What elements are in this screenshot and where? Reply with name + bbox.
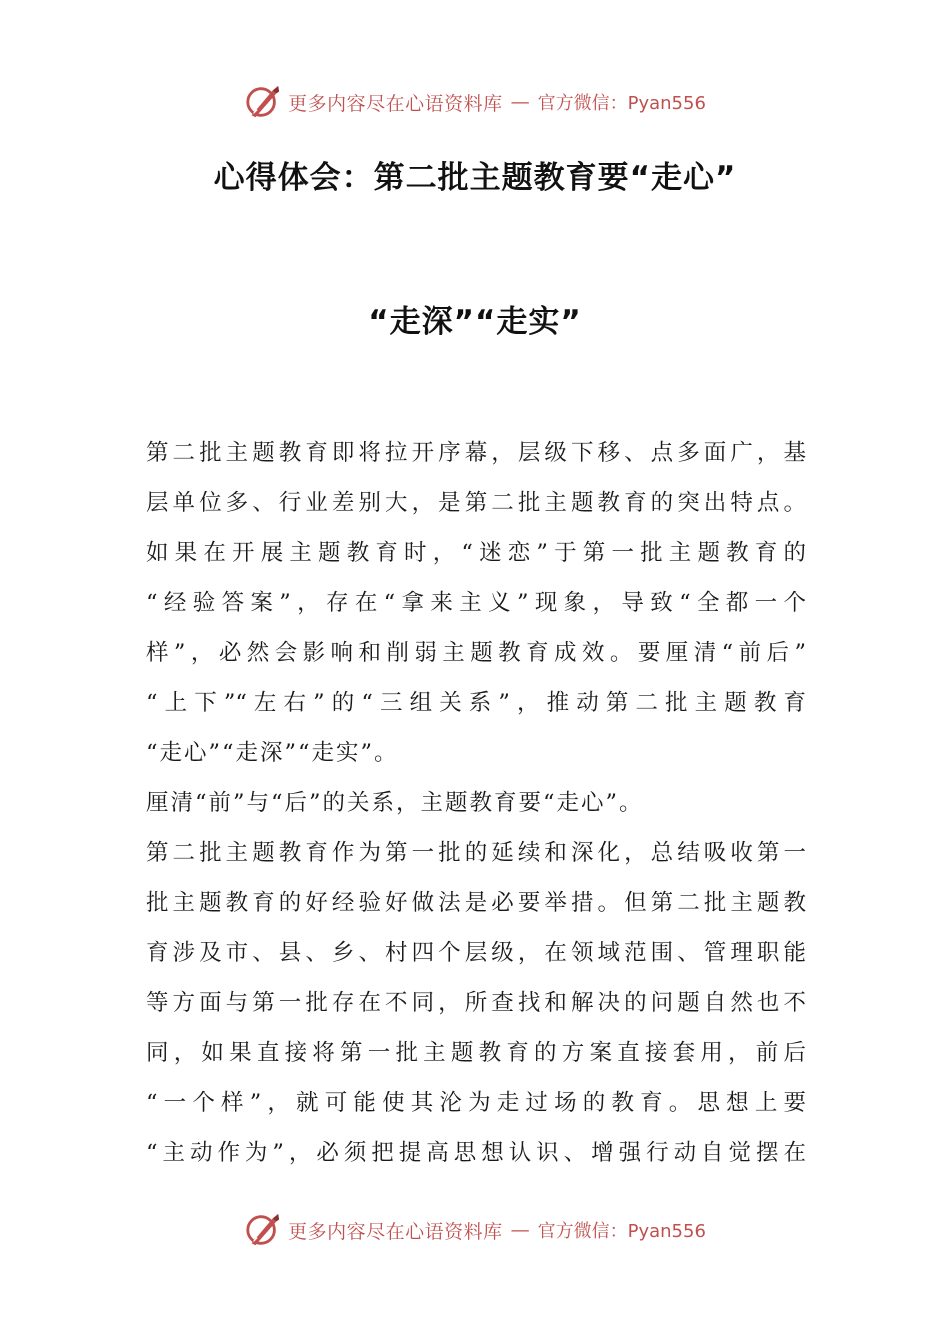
body-line: 育涉及市、县、乡、村四个层级，在领域范围、管理职能 [146, 940, 806, 966]
body-line: 层单位多、行业差别大，是第二批主题教育的突出特点。 [146, 490, 806, 516]
body-line: “上下”“左右”的“三组关系”，推动第二批主题教育 [146, 690, 806, 716]
footer-banner-content [244, 1211, 706, 1249]
banner-text: 更多内容尽在心语资料库 [288, 92, 503, 115]
banner-separator: — [510, 91, 530, 113]
page-title-line-1: 心得体会：第二批主题教育要“走心” [213, 160, 737, 196]
banner-contact: 官方微信：Pyan556 [537, 93, 706, 114]
body-line: “主动作为”，必须把提高思想认识、增强行动自觉摆在 [146, 1140, 806, 1166]
body-line: 样”，必然会影响和削弱主题教育成效。要厘清“前后” [146, 640, 806, 666]
header-banner [0, 80, 950, 124]
quill-pen-logo-icon [244, 1211, 282, 1249]
banner-separator: — [510, 1219, 530, 1241]
footer-banner [0, 1208, 950, 1252]
body-line: 同，如果直接将第一批主题教育的方案直接套用，前后 [146, 1040, 806, 1066]
section-heading: 厘清“前”与“后”的关系，主题教育要“走心”。 [146, 790, 644, 816]
quill-pen-logo-icon [244, 83, 282, 121]
body-line: “走心”“走深”“走实”。 [146, 740, 399, 766]
body-line: 等方面与第一批存在不同，所查找和解决的问题自然也不 [146, 990, 806, 1016]
body-line: 第二批主题教育即将拉开序幕，层级下移、点多面广，基 [146, 440, 806, 466]
header-banner-content [244, 83, 706, 121]
page-title-line-2: “走深”“走实” [368, 304, 582, 340]
body-line: “一个样”，就可能使其沦为走过场的教育。思想上要 [146, 1090, 806, 1116]
body-line: 如果在开展主题教育时，“迷恋”于第一批主题教育的 [146, 540, 806, 566]
body-line: 第二批主题教育作为第一批的延续和深化，总结吸收第一 [146, 840, 806, 866]
banner-text: 更多内容尽在心语资料库 [288, 1220, 503, 1243]
body-text [146, 428, 806, 1178]
body-line: “经验答案”，存在“拿来主义”现象，导致“全都一个 [146, 590, 806, 616]
body-line: 批主题教育的好经验好做法是必要举措。但第二批主题教 [146, 890, 806, 916]
banner-contact: 官方微信：Pyan556 [537, 1221, 706, 1242]
